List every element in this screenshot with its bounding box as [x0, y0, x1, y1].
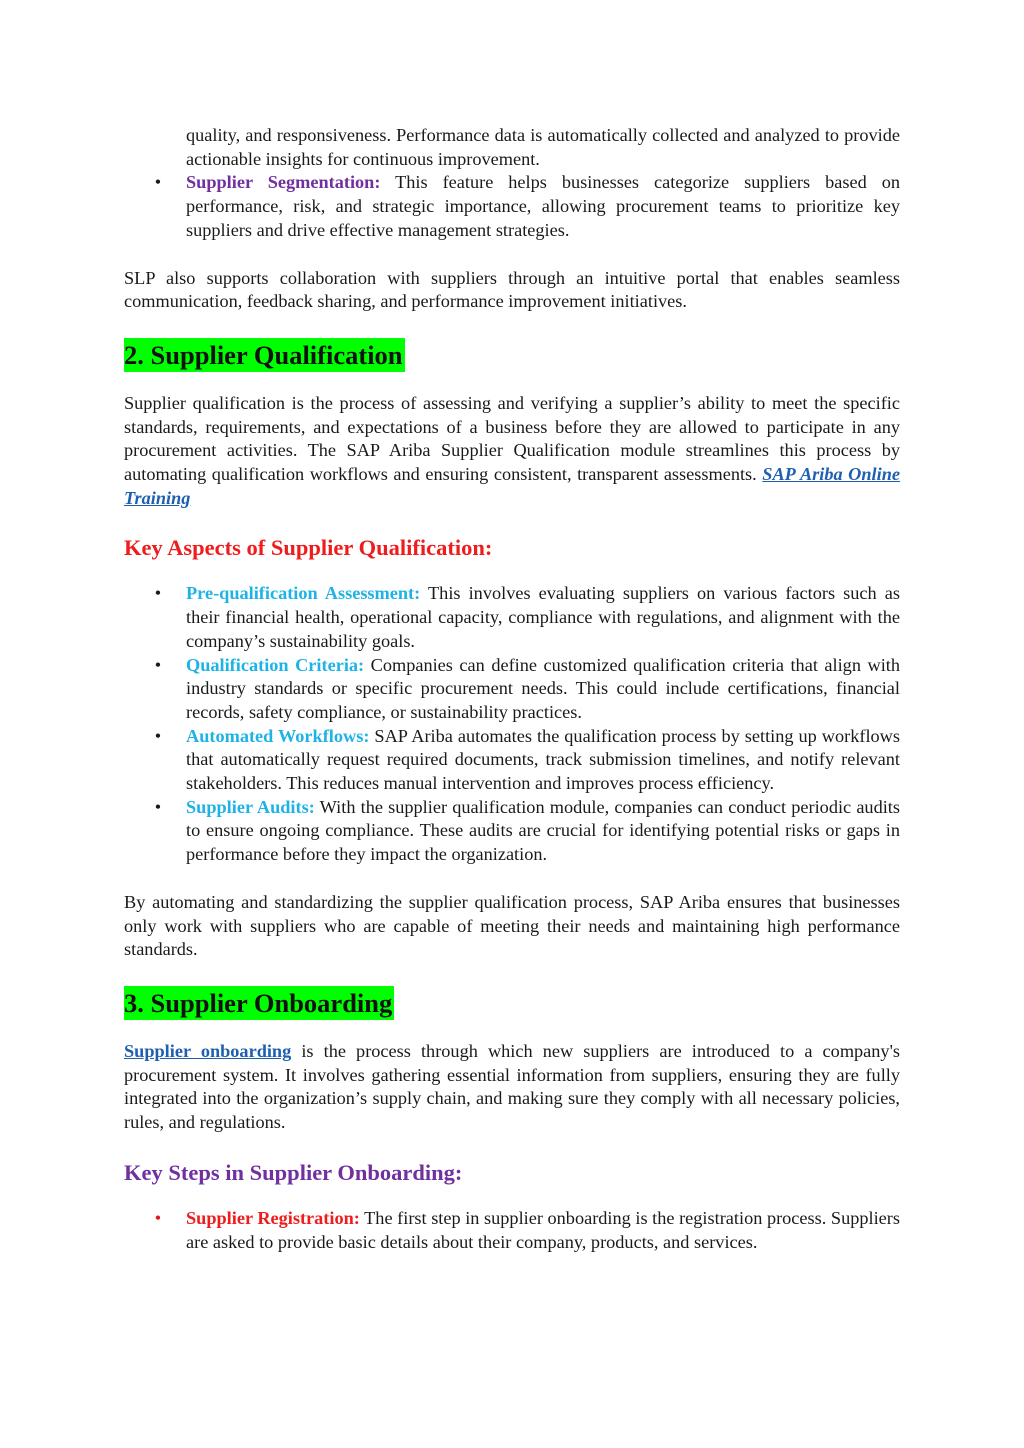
list-item-text: The first step in supplier onboarding is the registration process. Suppliers are asked to provide basic details about their company, products, and services. [186, 1207, 900, 1252]
section-heading: 3. Supplier Onboarding [124, 987, 393, 1018]
onboarding-steps-list [124, 1207, 900, 1254]
intro-list [124, 124, 900, 243]
list-item [124, 171, 900, 242]
slp-paragraph: SLP also supports collaboration with suppliers through an intuitive portal that enables seamless communication, feedback sharing, and performance improvement initiatives. [124, 267, 900, 312]
document-page [124, 124, 900, 1254]
list-item-text: Companies can define customized qualification criteria that align with industry standards or specific procurement needs. This could include certifications, financial records, safety compliance, or sustainability practices. [186, 654, 900, 722]
bullet-icon: • [154, 172, 162, 193]
subheading-key-steps: Key Steps in Supplier Onboarding: [124, 1159, 463, 1185]
list-item-term: Supplier Registration: [186, 1207, 360, 1228]
paragraph-text: is the process through which new suppliers are introduced to a company's procurement system. It involves gathering essential information from suppliers, ensuring they are fully integrated into the organization’s supply chain, and making sure they comply with all necessary policies, rules, and regulations. [124, 1040, 900, 1133]
sap-ariba-training-link[interactable]: SAP Ariba Online Training [124, 464, 900, 508]
bullet-icon: • [154, 725, 162, 746]
qualification-paragraph [124, 392, 900, 511]
section-heading: 2. Supplier Qualification [124, 339, 403, 370]
section-supplier-qualification [124, 338, 900, 372]
list-item-term: Automated Workflows: [186, 725, 370, 746]
list-item-text: This feature helps businesses categorize suppliers based on performance, risk, and strategic importance, allowing procurement teams to prioritize key suppliers and drive effective management strategies. [186, 172, 900, 240]
list-item-text: This involves evaluating suppliers on various factors such as their financial health, operational capacity, compliance with regulations, and alignment with the company’s sustainability goals. [186, 583, 900, 651]
list-item-text: quality, and responsiveness. Performance data is automatically collected and analyzed to provide actionable insights for continuous improvement. [186, 125, 900, 169]
section-supplier-onboarding [124, 986, 900, 1020]
paragraph-text: Supplier qualification is the process of assessing and verifying a supplier’s ability to meet the specific standards, requirements, and expectations of a business before they are allowed to participate in any procurement activities. The SAP Ariba Supplier Qualification module streamlines this process by automating qualification workflows and ensuring consistent, transparent assessments. [124, 392, 900, 485]
list-item [124, 124, 900, 171]
subheading-key-aspects: Key Aspects of Supplier Qualification: [124, 535, 493, 561]
bullet-icon: • [154, 796, 162, 817]
list-item [124, 796, 900, 867]
list-item-text: SAP Ariba automates the qualification process by setting up workflows that automatically request required documents, track submission timelines, and notify relevant stakeholders. This reduces manual intervention and improves process efficiency. [186, 725, 900, 794]
list-item-term: Qualification Criteria: [186, 654, 365, 675]
list-item-text: With the supplier qualification module, companies can conduct periodic audits to ensure ongoing compliance. These audits are crucial for identifying potential risks or gaps in performance before they impact the organization. [186, 796, 900, 865]
list-item-term: Pre-qualification Assessment: [186, 583, 421, 604]
onboarding-paragraph [124, 1040, 900, 1135]
qualification-aspects-list [124, 582, 900, 866]
list-item [124, 1207, 900, 1254]
list-item [124, 725, 900, 796]
bullet-icon: • [154, 583, 162, 604]
list-item [124, 654, 900, 725]
bullet-icon: • [154, 1207, 162, 1228]
supplier-onboarding-link[interactable]: Supplier onboarding [124, 1040, 292, 1061]
qualification-closing-paragraph: By automating and standardizing the supplier qualification process, SAP Ariba ensures that businesses only work with suppliers who are capable of meeting their needs and maintaining high performance standards. [124, 891, 900, 960]
list-item-term: Supplier Segmentation: [186, 172, 381, 193]
bullet-icon: • [154, 654, 162, 675]
list-item-term: Supplier Audits: [186, 796, 315, 817]
list-item [124, 582, 900, 653]
